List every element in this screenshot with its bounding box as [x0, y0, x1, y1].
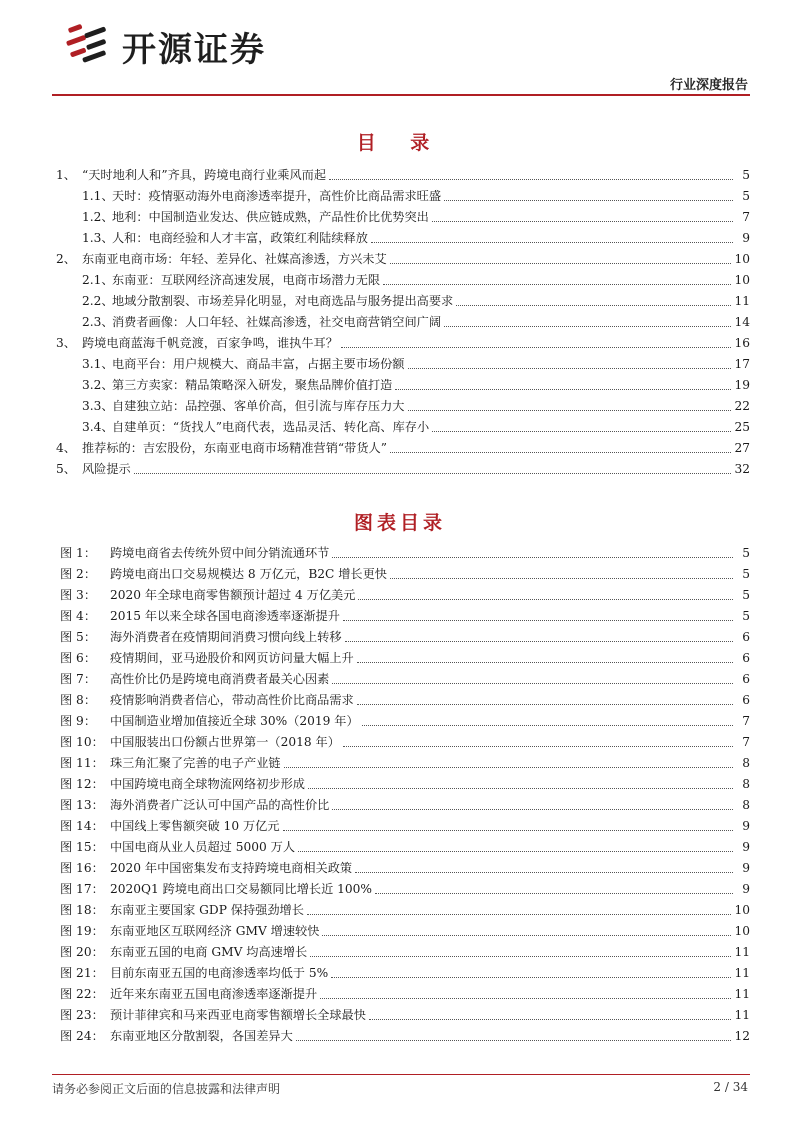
figure-entry-page: 9: [742, 882, 750, 896]
figure-entry[interactable]: [52, 897, 750, 918]
figure-entry-page: 8: [742, 798, 750, 812]
toc-entry[interactable]: [52, 267, 750, 288]
figure-entry-number: 图 21：: [60, 966, 104, 980]
figure-entry[interactable]: [52, 771, 750, 792]
toc-entry-leader-dots: [432, 430, 731, 432]
toc-entry-number: 4、: [56, 441, 76, 455]
toc-entry-leader-dots: [390, 451, 732, 453]
figure-entry-number: 图 12：: [60, 777, 104, 791]
figure-entry[interactable]: [52, 855, 750, 876]
toc-entry-title: 第三方卖家：精品策略深入研发，聚焦品牌价值打造: [112, 378, 393, 392]
figure-entry-page: 11: [734, 987, 750, 1001]
figure-entry-number: 图 4：: [60, 609, 97, 623]
figure-entry-title: 2020 年全球电商零售额预计超过 4 万亿美元: [110, 588, 356, 602]
figure-entry-leader-dots: [331, 976, 731, 978]
figure-entry-number: 图 3：: [60, 588, 97, 602]
figure-entry[interactable]: [52, 813, 750, 834]
figure-entry[interactable]: [52, 582, 750, 603]
figure-entry-number: 图 8：: [60, 693, 97, 707]
brand-logo: [62, 20, 266, 72]
figure-entry-number: 图 17：: [60, 882, 104, 896]
figure-entry-title: 中国跨境电商全球物流网络初步形成: [110, 777, 305, 791]
figure-entry[interactable]: [52, 939, 750, 960]
figure-entry-leader-dots: [296, 1039, 732, 1041]
toc-entry-title: 消费者画像：人口年轻、社媒高渗透，社交电商营销空间广阔: [112, 315, 442, 329]
toc-entry-title: 跨境电商蓝海千帆竞渡，百家争鸣，谁执牛耳？: [82, 336, 338, 350]
figure-entry-page: 6: [742, 693, 750, 707]
toc-entry-leader-dots: [408, 409, 732, 411]
figure-entry-leader-dots: [308, 787, 733, 789]
toc-entry-number: 3.3、: [82, 399, 114, 413]
figure-entry[interactable]: [52, 1002, 750, 1023]
toc-entry-number: 5、: [56, 462, 76, 476]
toc-entry[interactable]: [52, 288, 750, 309]
figure-entry-number: 图 15：: [60, 840, 104, 854]
toc-entry[interactable]: [52, 372, 750, 393]
figure-entry-page: 8: [742, 777, 750, 791]
figure-entry-leader-dots: [332, 808, 733, 810]
toc-entry-title: 地域分散割裂、市场差异化明显，对电商选品与服务提出高要求: [112, 294, 454, 308]
figure-entry[interactable]: [52, 645, 750, 666]
toc-entry-number: 3.2、: [82, 378, 114, 392]
figure-entry-page: 5: [742, 546, 750, 560]
toc-entry-page: 17: [734, 357, 750, 371]
toc-entry-title: 自建单页：“货找人”电商代表，选品灵活、转化高、库存小: [112, 420, 430, 434]
toc-entry-title: 天时：疫情驱动海外电商渗透率提升，高性价比商品需求旺盛: [112, 189, 442, 203]
figure-entry-leader-dots: [332, 556, 733, 558]
figure-entry-page: 10: [734, 924, 750, 938]
figure-entry-page: 9: [742, 819, 750, 833]
toc-entry-title: 风险提示: [82, 462, 131, 476]
figure-entry-page: 8: [742, 756, 750, 770]
toc-entry[interactable]: [52, 204, 750, 225]
figure-entry[interactable]: [52, 792, 750, 813]
figure-entry-leader-dots: [284, 766, 733, 768]
toc-entry[interactable]: [52, 414, 750, 435]
toc-entry-page: 11: [734, 294, 750, 308]
figure-entry-number: 图 19：: [60, 924, 104, 938]
figure-entry-number: 图 10：: [60, 735, 104, 749]
toc-entry-leader-dots: [444, 325, 731, 327]
figure-entry-leader-dots: [345, 640, 733, 642]
figure-entry-page: 11: [734, 966, 750, 980]
toc-entry-leader-dots: [390, 262, 732, 264]
figure-entry-title: 海外消费者在疫情期间消费习惯向线上转移: [110, 630, 342, 644]
figure-entry-page: 9: [742, 861, 750, 875]
figure-entry-number: 图 1：: [60, 546, 97, 560]
figure-entry-page: 5: [742, 609, 750, 623]
figure-entry-leader-dots: [298, 850, 733, 852]
figure-entry-title: 东南亚地区分散割裂，各国差异大: [110, 1029, 293, 1043]
figure-entry-page: 11: [734, 945, 750, 959]
toc-entry-page: 7: [742, 210, 750, 224]
toc-entry-page: 9: [742, 231, 750, 245]
figure-entry-title: 中国电商从业人员超过 5000 万人: [110, 840, 296, 854]
figure-entry-leader-dots: [322, 934, 731, 936]
toc-entry-title: 东南亚电商市场：年轻、差异化、社媒高渗透，方兴未艾: [82, 252, 387, 266]
toc-entry-leader-dots: [134, 472, 732, 474]
figure-entry-number: 图 7：: [60, 672, 97, 686]
toc-entry-number: 1.2、: [82, 210, 114, 224]
toc-entry-number: 2.2、: [82, 294, 114, 308]
figure-entry[interactable]: [52, 876, 750, 897]
toc-entry-number: 1.3、: [82, 231, 114, 245]
figure-entry-title: 2015 年以来全球各国电商渗透率逐渐提升: [110, 609, 340, 623]
footer-divider: [52, 1074, 750, 1075]
toc-entry[interactable]: [52, 183, 750, 204]
figure-entry[interactable]: [52, 960, 750, 981]
toc-entry[interactable]: [52, 330, 750, 351]
figure-entry[interactable]: [52, 687, 750, 708]
figure-entry-leader-dots: [320, 997, 731, 999]
figure-entry[interactable]: [52, 603, 750, 624]
figure-entry-leader-dots: [307, 913, 732, 915]
toc-entry-leader-dots: [341, 346, 732, 348]
figures-list: [52, 540, 750, 1044]
figure-entry[interactable]: [52, 1023, 750, 1044]
figure-entry-title: 海外消费者广泛认可中国产品的高性价比: [110, 798, 330, 812]
figure-entry[interactable]: [52, 918, 750, 939]
figure-entry-leader-dots: [283, 829, 733, 831]
toc-entry[interactable]: [52, 456, 750, 477]
footer-disclaimer: 请务必参阅正文后面的信息披露和法律声明: [52, 1082, 281, 1096]
toc-entry-leader-dots: [371, 241, 733, 243]
figure-entry-page: 5: [742, 567, 750, 581]
figure-entry-page: 6: [742, 651, 750, 665]
figure-entry-leader-dots: [369, 1018, 732, 1020]
toc-entry-page: 5: [742, 189, 750, 203]
toc-entry[interactable]: [52, 435, 750, 456]
toc-entry-page: 25: [734, 420, 750, 434]
figure-entry-leader-dots: [357, 703, 733, 705]
figure-entry-leader-dots: [343, 619, 733, 621]
figure-entry[interactable]: [52, 729, 750, 750]
toc-entry-page: 22: [734, 399, 750, 413]
toc-entry-title: 东南亚：互联网经济高速发展，电商市场潜力无限: [112, 273, 381, 287]
figure-entry-title: 跨境电商出口交易规模达 8 万亿元，B2C 增长更快: [110, 567, 387, 581]
logo-text: 开源证券: [122, 29, 266, 70]
figure-entry-leader-dots: [375, 892, 733, 894]
figure-entry[interactable]: [52, 981, 750, 1002]
figure-entry-title: 预计菲律宾和马来西亚电商零售额增长全球最快: [110, 1008, 366, 1022]
figure-entry-title: 跨境电商省去传统外贸中间分销流通环节: [110, 546, 330, 560]
figure-entry-title: 近年来东南亚五国电商渗透率逐渐提升: [110, 987, 318, 1001]
toc-entry-page: 27: [734, 441, 750, 455]
figure-entry-title: 东南亚五国的电商 GMV 均高速增长: [110, 945, 308, 959]
page-indicator: 2 / 34: [713, 1080, 748, 1094]
toc-entry-title: 电商平台：用户规模大、商品丰富，占据主要市场份额: [112, 357, 405, 371]
toc-entry-title: 地利：中国制造业发达、供应链成熟，产品性价比优势突出: [112, 210, 429, 224]
figure-entry-number: 图 18：: [60, 903, 104, 917]
toc-entry-leader-dots: [329, 178, 733, 180]
figure-entry-leader-dots: [358, 598, 733, 600]
header-divider: [52, 94, 750, 96]
figure-entry-page: 12: [734, 1029, 750, 1043]
toc-entry-number: 2.1、: [82, 273, 114, 287]
toc-entry[interactable]: [52, 309, 750, 330]
logo-mark-icon: [62, 20, 114, 72]
toc-entry-leader-dots: [383, 283, 731, 285]
figure-entry-page: 6: [742, 630, 750, 644]
toc-entry-number: 1.1、: [82, 189, 114, 203]
figure-entry-leader-dots: [355, 871, 733, 873]
figure-entry-number: 图 22：: [60, 987, 104, 1001]
toc-entry-leader-dots: [395, 388, 731, 390]
figure-entry-number: 图 24：: [60, 1029, 104, 1043]
figure-entry-page: 5: [742, 588, 750, 602]
figure-entry-number: 图 2：: [60, 567, 97, 581]
figure-entry[interactable]: [52, 708, 750, 729]
figure-entry-leader-dots: [390, 577, 733, 579]
figure-entry-page: 9: [742, 840, 750, 854]
figure-entry-title: 目前东南亚五国的电商渗透率均低于 5%: [110, 966, 329, 980]
figure-entry-leader-dots: [310, 955, 731, 957]
toc-entry-number: 1、: [56, 168, 76, 182]
figure-entry-title: 疫情期间，亚马逊股价和网页访问量大幅上升: [110, 651, 354, 665]
figure-entry[interactable]: [52, 624, 750, 645]
toc-entry-title: 推荐标的：吉宏股份，东南亚电商市场精准营销“带货人”: [82, 441, 387, 455]
toc-entry-leader-dots: [408, 367, 732, 369]
toc-entry-page: 19: [734, 378, 750, 392]
figure-entry-page: 7: [742, 714, 750, 728]
figure-entry-title: 2020Q1 跨境电商出口交易额同比增长近 100%: [110, 882, 372, 896]
figure-entry-number: 图 13：: [60, 798, 104, 812]
toc-entry-page: 32: [734, 462, 750, 476]
figure-entry-title: 中国服装出口份额占世界第一（2018 年）: [110, 735, 340, 749]
toc-entry[interactable]: [52, 393, 750, 414]
toc-entry-page: 10: [734, 273, 750, 287]
toc-entry-page: 10: [734, 252, 750, 266]
toc-entry-page: 5: [742, 168, 750, 182]
toc-entry-number: 2.3、: [82, 315, 114, 329]
figures-title: 图表目录: [353, 512, 446, 534]
figure-entry-number: 图 6：: [60, 651, 97, 665]
figure-entry-page: 7: [742, 735, 750, 749]
figure-entry-title: 2020 年中国密集发布支持跨境电商相关政策: [110, 861, 353, 875]
figure-entry[interactable]: [52, 750, 750, 771]
toc-entry-number: 2、: [56, 252, 76, 266]
page-header: [0, 0, 800, 100]
toc-entry-title: “天时地利人和”齐具，跨境电商行业乘风而起: [82, 168, 327, 182]
report-type-label: 行业深度报告: [669, 78, 748, 93]
figure-entry-leader-dots: [343, 745, 733, 747]
toc-entry-title: 自建独立站：品控强、客单价高，但引流与库存压力大: [112, 399, 405, 413]
figure-entry-leader-dots: [357, 661, 733, 663]
figure-entry[interactable]: [52, 666, 750, 687]
figure-entry[interactable]: [52, 540, 750, 561]
figure-entry-title: 东南亚地区互联网经济 GMV 增速较快: [110, 924, 320, 938]
toc-entry-number: 3.1、: [82, 357, 114, 371]
toc-entry-leader-dots: [444, 199, 733, 201]
toc-entry-page: 14: [734, 315, 750, 329]
toc-entry-leader-dots: [456, 304, 731, 306]
toc-entry-number: 3、: [56, 336, 76, 350]
figure-entry-title: 珠三角汇聚了完善的电子产业链: [110, 756, 281, 770]
figure-entry-title: 疫情影响消费者信心，带动高性价比商品需求: [110, 693, 354, 707]
figure-entry-page: 10: [734, 903, 750, 917]
figure-entry-title: 高性价比仍是跨境电商消费者最关心因素: [110, 672, 330, 686]
figure-entry[interactable]: [52, 834, 750, 855]
toc-entry[interactable]: [52, 246, 750, 267]
toc-list: [52, 162, 750, 477]
figure-entry-number: 图 5：: [60, 630, 97, 644]
figure-entry-number: 图 14：: [60, 819, 104, 833]
figure-entry-leader-dots: [362, 724, 733, 726]
figure-entry-number: 图 20：: [60, 945, 104, 959]
toc-entry-leader-dots: [432, 220, 733, 222]
toc-entry-page: 16: [734, 336, 750, 350]
figure-entry-title: 东南亚主要国家 GDP 保持强劲增长: [110, 903, 304, 917]
figure-entry-page: 11: [734, 1008, 750, 1022]
toc-entry-title: 人和：电商经验和人才丰富，政策红利陆续释放: [112, 231, 368, 245]
toc-entry-number: 3.4、: [82, 420, 114, 434]
figure-entry-leader-dots: [332, 682, 733, 684]
figure-entry-number: 图 16：: [60, 861, 104, 875]
toc-entry[interactable]: [52, 351, 750, 372]
figure-entry[interactable]: [52, 561, 750, 582]
toc-entry[interactable]: [52, 225, 750, 246]
toc-entry[interactable]: [52, 162, 750, 183]
figure-entry-number: 图 23：: [60, 1008, 104, 1022]
figure-entry-page: 6: [742, 672, 750, 686]
figure-entry-title: 中国制造业增加值接近全球 30%（2019 年）: [110, 714, 359, 728]
figure-entry-number: 图 11：: [60, 756, 104, 770]
figure-entry-number: 图 9：: [60, 714, 97, 728]
figure-entry-title: 中国线上零售额突破 10 万亿元: [110, 819, 280, 833]
toc-title: 目 录: [356, 132, 444, 154]
